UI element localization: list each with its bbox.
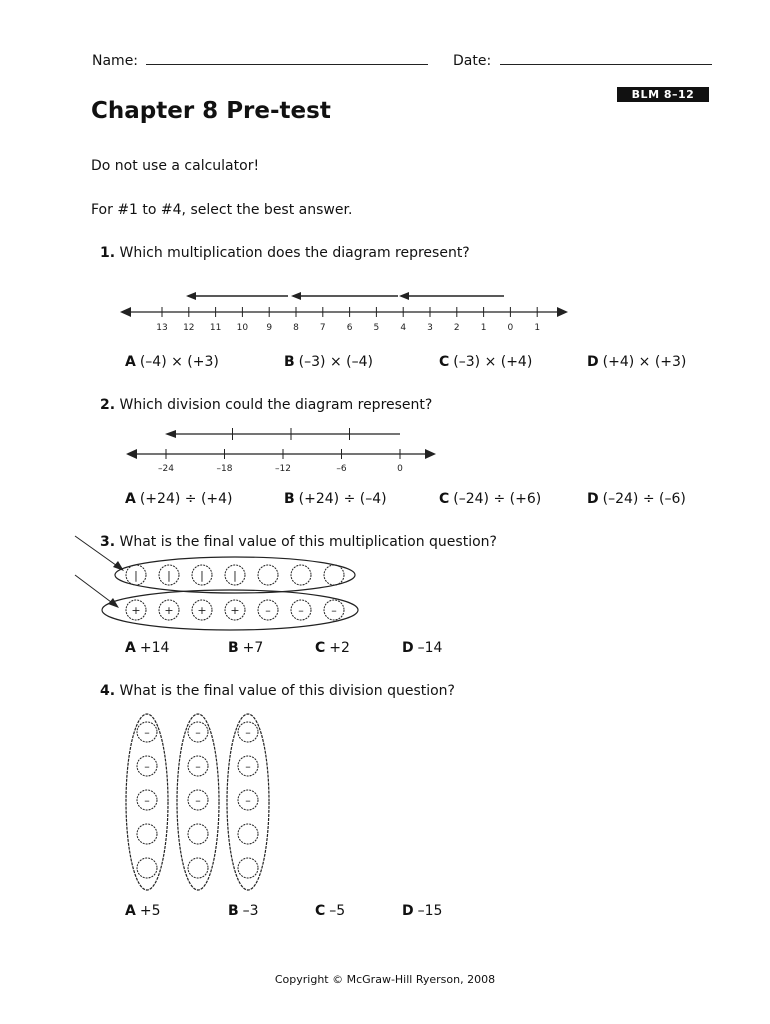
counter-diagram-q3 [70,530,370,640]
counter-sign: | [200,569,204,582]
tick-label: 0 [397,464,403,474]
q1-answer-d[interactable]: D (+4) × (+3) [587,354,687,370]
q4-answer-c[interactable]: C –5 [315,903,346,919]
q1-answer-a[interactable]: A (–4) × (+3) [125,354,219,370]
question-number: 1. [100,245,116,261]
tick-label: –6 [336,464,347,474]
tick-label: 8 [293,323,299,333]
counter-sign: + [164,604,174,617]
counter-sign: – [144,760,150,773]
division-arrow-head [165,430,176,438]
name-label: Name: [92,53,139,69]
tick-label: 0 [507,323,514,333]
tick-label: 3 [427,323,433,333]
tick-label: 1 [480,323,487,333]
counter-sign: – [265,604,271,617]
counter-chip [188,858,208,878]
counter-chip [137,824,157,844]
date-field-row [453,50,712,69]
counter-sign: – [245,794,251,807]
instruction-select: For #1 to #4, select the best answer. [91,202,353,218]
pointer-arrow-2 [75,575,115,605]
date-label: Date: [453,53,492,69]
tick-label: 11 [209,323,222,333]
copyright-footer: Copyright © McGraw-Hill Ryerson, 2008 [274,973,496,986]
tick-label: 5 [373,323,380,333]
counter-chip [137,858,157,878]
tick-label: 7 [319,323,326,333]
q1-answer-b[interactable]: B (–3) × (–4) [284,354,373,370]
counter-chip [291,565,311,585]
question-number: 4. [100,683,116,699]
page-title: Chapter 8 Pre-test [91,98,331,124]
q4-answer-d[interactable]: D –15 [402,903,443,919]
counter-chip [238,858,258,878]
tick-label: 10 [236,323,249,333]
date-blank[interactable] [500,50,712,65]
counter-chip [324,565,344,585]
q2-answer-b[interactable]: B (+24) ÷ (–4) [284,491,387,507]
blm-badge: BLM 8–12 [617,87,709,102]
counter-sign: – [144,794,150,807]
axis-arrow-right [425,449,436,459]
tick-label: 2 [453,323,460,333]
pointer-arrow-1-head [113,561,124,571]
counter-sign: – [195,794,201,807]
question-1 [100,245,470,261]
tick-label: 1 [534,323,541,333]
name-field-row [92,50,428,69]
instruction-calculator: Do not use a calculator! [91,158,260,174]
tick-label: 4 [400,323,407,333]
counter-sign: – [195,760,201,773]
q2-answer-d[interactable]: D (–24) ÷ (–6) [587,491,686,507]
counter-sign: + [197,604,207,617]
counter-sign: – [144,726,150,739]
question-number: 2. [100,397,116,413]
counter-sign: | [167,569,171,582]
name-blank[interactable] [146,50,428,65]
q1-answer-c[interactable]: C (–3) × (+4) [439,354,533,370]
q4-answer-b[interactable]: B –3 [228,903,259,919]
number-line-q1 [118,282,578,340]
q3-answer-c[interactable]: C +2 [315,640,350,656]
counter-chip [258,565,278,585]
axis-arrow-right [557,307,568,317]
q2-answer-c[interactable]: C (–24) ÷ (+6) [439,491,542,507]
axis-arrow-left [126,449,137,459]
question-4 [100,683,455,699]
q3-answer-a[interactable]: A +14 [125,640,170,656]
tick-label: 12 [183,323,195,333]
counter-sign: + [230,604,240,617]
counter-sign: – [245,726,251,739]
question-2 [100,397,432,413]
tick-label: –18 [216,464,233,474]
question-text: What is the final value of this division question? [119,683,455,699]
axis-arrow-left [120,307,131,317]
counter-sign: | [134,569,138,582]
q4-answer-a[interactable]: A +5 [125,903,161,919]
counter-sign: – [245,760,251,773]
pointer-arrow-1 [75,536,120,568]
tick-label: 9 [266,323,273,333]
counter-sign: + [131,604,141,617]
jump-arrows [186,292,504,300]
counter-chip [238,824,258,844]
tick-label: 13 [156,323,168,333]
tick-label: 6 [346,323,353,333]
counter-diagram-q4 [115,708,285,898]
tick-label: –12 [275,464,291,474]
counter-sign: – [331,604,337,617]
counter-sign: | [233,569,237,582]
question-text: Which division could the diagram represent? [119,397,433,413]
counter-sign: – [298,604,304,617]
tick-label: –24 [158,464,174,474]
question-text: Which multiplication does the diagram represent? [119,245,470,261]
question-number: 3. [100,534,116,550]
q3-answer-b[interactable]: B +7 [228,640,264,656]
question-text: What is the final value of this multiplication question? [119,534,497,550]
counter-chip [188,824,208,844]
counter-sign: – [195,726,201,739]
number-line-q2 [118,424,448,474]
q2-answer-a[interactable]: A (+24) ÷ (+4) [125,491,233,507]
q3-answer-d[interactable]: D –14 [402,640,443,656]
